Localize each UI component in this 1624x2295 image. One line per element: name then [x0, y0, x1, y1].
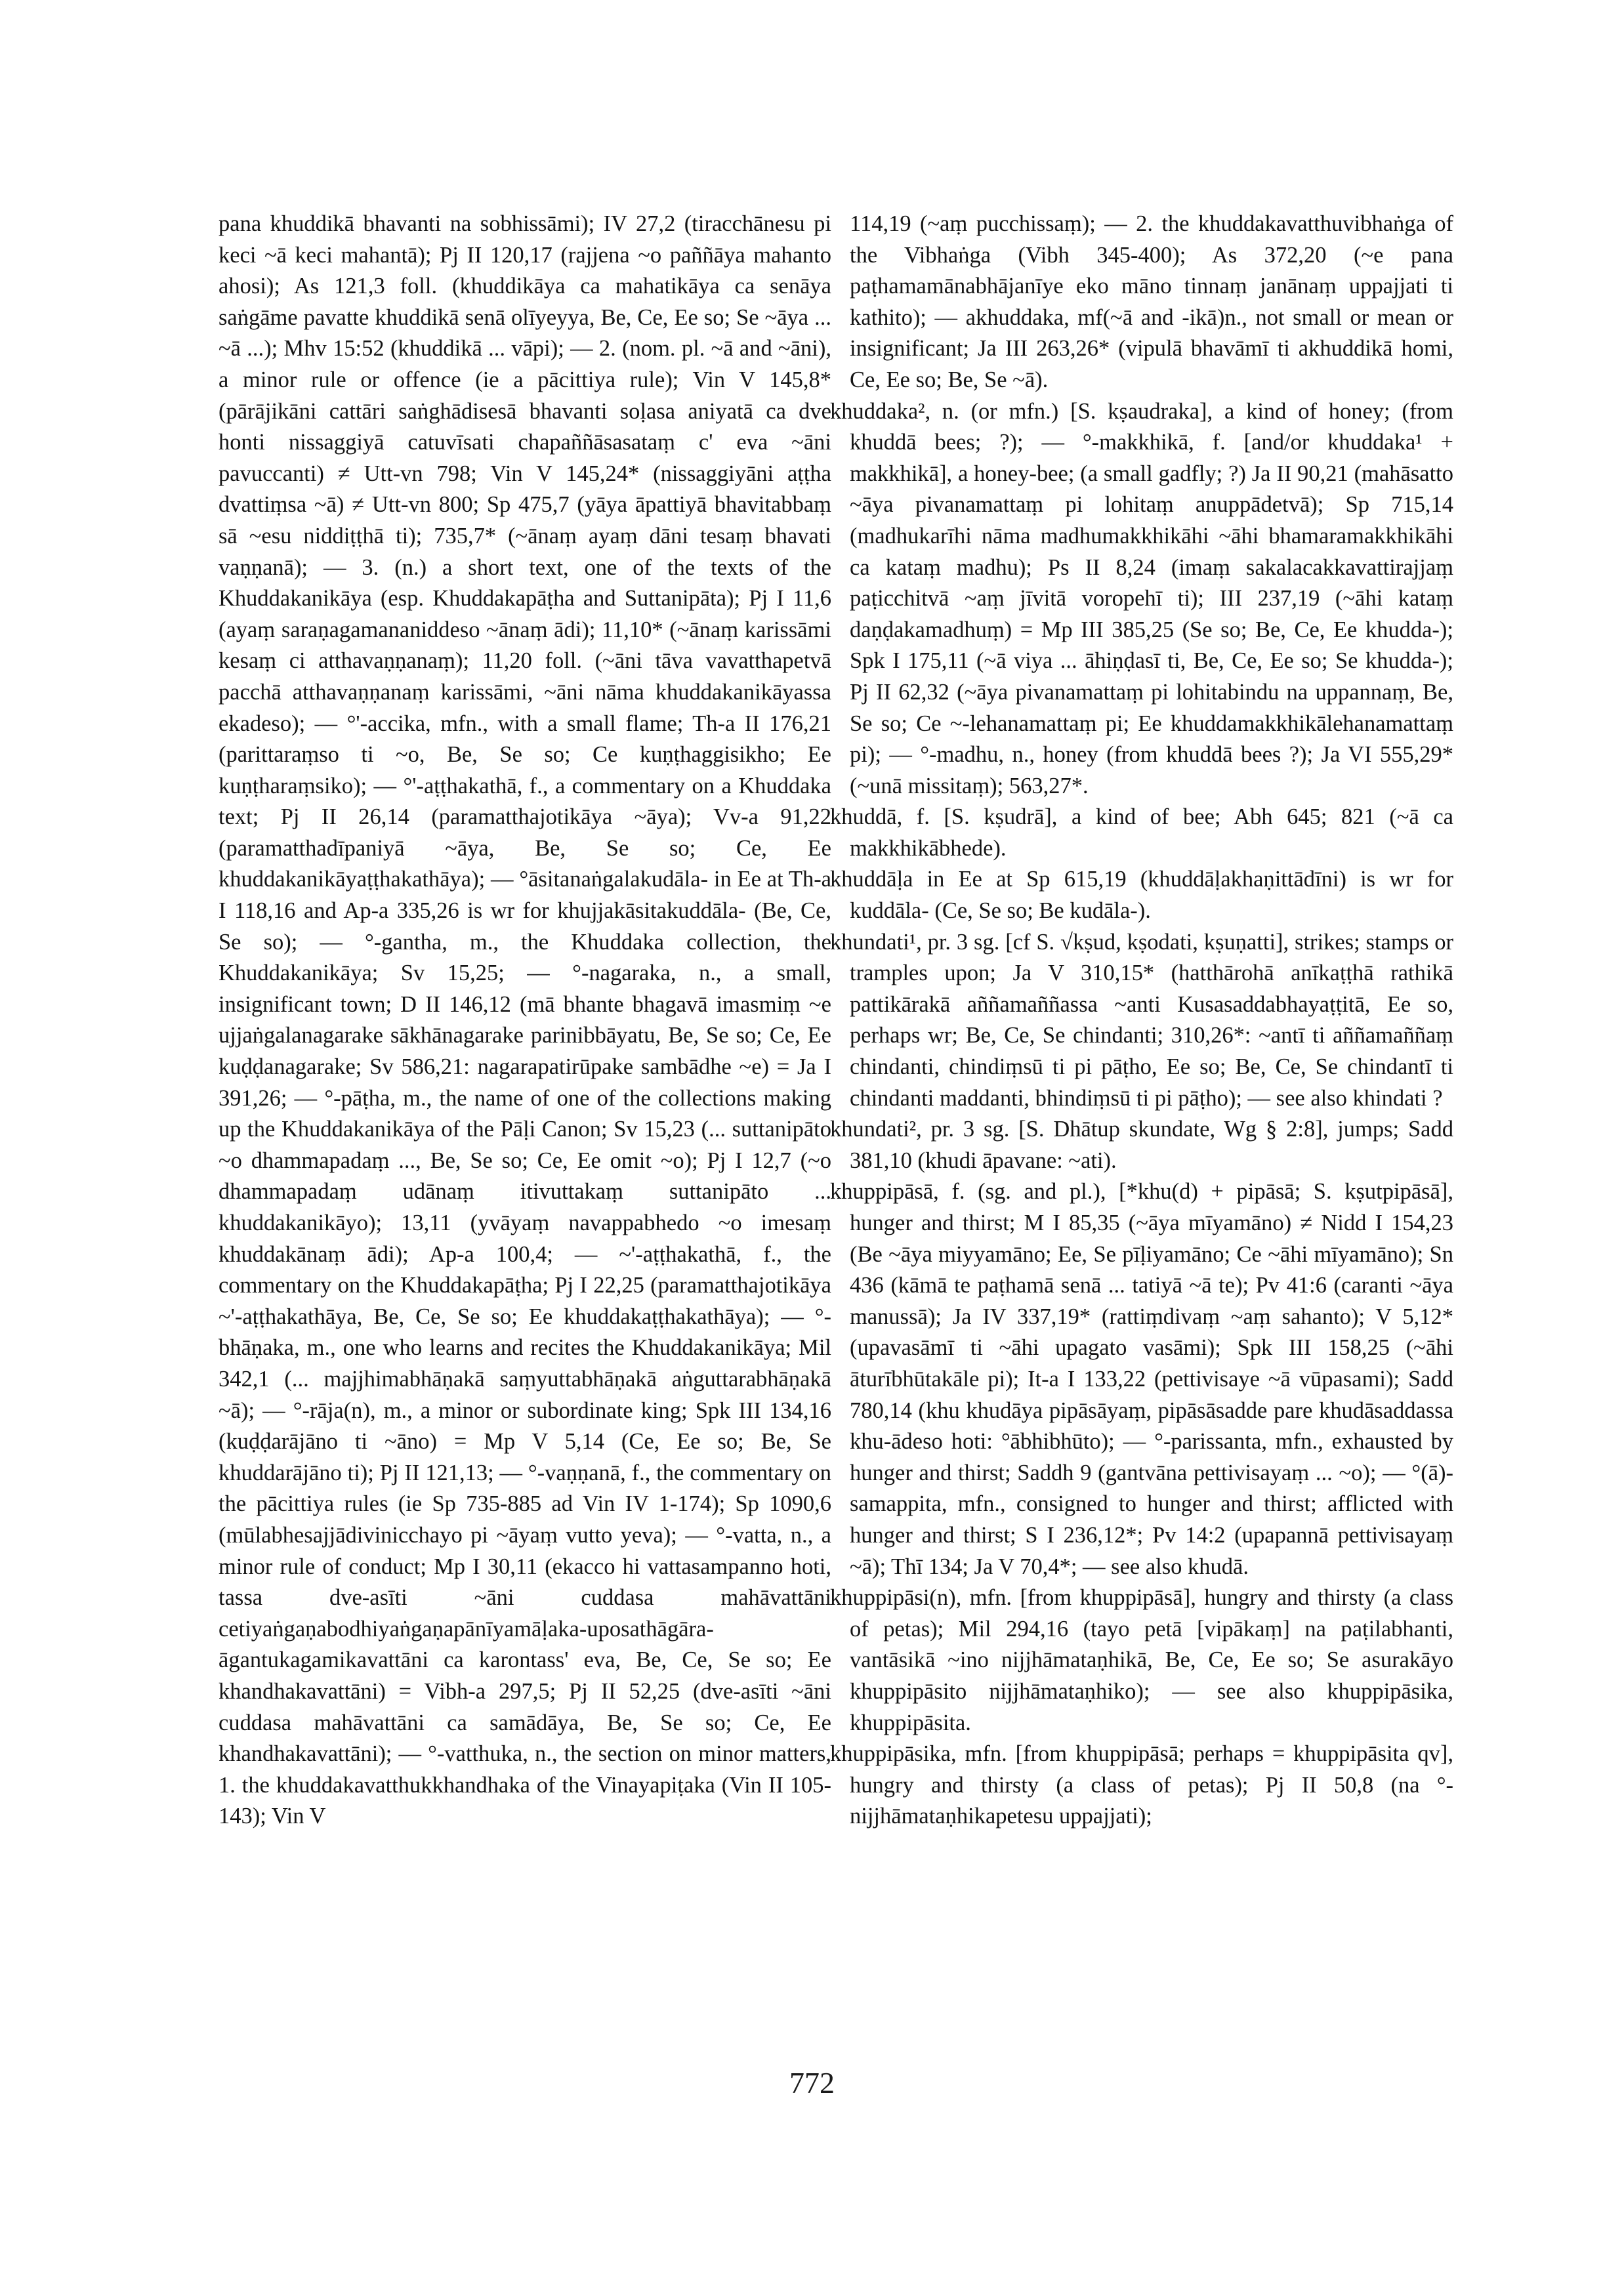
entry-khundati-2: khundati², pr. 3 sg. [S. Dhātup skundate, Wg § 2:8], jumps; Sadd 381,10 (khudi āpavane: ~ati).: [830, 1117, 1453, 1173]
entry-continuation: 114,19 (~aṃ pucchissaṃ); — 2. the khuddakavatthuvibhaṅga of the Vibhaṅga (Vibh 345-400); As 372,20 (~e pana paṭhamamānabhājanīye eko māno tinnaṃ janānaṃ uppajjati ti kathito); — akhuddaka, mf(~ā and -ikā)n., not small or mean or insignificant; Ja III 263,26* (vipulā bhavāmī ti akhuddikā homi, Ce, Ee so; Be, Se ~ā).: [850, 211, 1453, 392]
right-column: [830, 209, 1453, 1832]
page-number: 772: [789, 2066, 835, 2099]
entry-khundati-1: khundati¹, pr. 3 sg. [cf S. √kṣud, kṣodati, kṣuṇatti], strikes; stamps or tramples upon; Ja V 310,15* (hatthārohā anīkaṭṭhā rathikā pattikārakā aññamaññassa ~anti Kusasaddabhayaṭṭitā, Ee so, perhaps wr; Be, Ce, Se chindanti; 310,26*: ~antī ti aññamaññaṃ chindanti, chindiṃsū ti pi pāṭho, Ee so; Be, Ce, Se chindantī ti chindanti maddanti, bhindiṃsū ti pi pāṭho); — see also khindati ?: [830, 929, 1453, 1111]
left-column: [219, 209, 831, 1832]
entry-khuddaka-2: khuddaka², n. (or mfn.) [S. kṣaudraka], a kind of honey; (from khuddā bees; ?); — °-makkhikā, f. [and/or khuddaka¹ + makkhikā], a honey-bee; (a small gadfly; ?) Ja II 90,21 (mahāsatto ~āya pivanamattaṃ pi lohitaṃ anuppādetvā); Sp 715,14 (madhukarīhi nāma madhumakkhikāhi ~āhi bhamaramakkhikāhi ca kataṃ madhu); Ps II 8,24 (imaṃ sakalacakkavattirajjaṃ paṭicchitvā ~aṃ jīvitā voropehī ti); III 237,19 (~āhi kataṃ daṇḍakamadhuṃ) = Mp III 385,25 (Se so; Be, Ce, Ee khudda-); Spk I 175,11 (~ā viya ... āhiṇḍasī ti, Be, Ce, Ee so; Se khudda-); Pj II 62,32 (~āya pivanamattaṃ pi lohitabindu na uppannaṃ, Be, Se so; Ce ~-lehanamattaṃ pi; Ee khuddamakkhikālehanamattaṃ pi); — °-madhu, n., honey (from khuddā bees ?); Ja VI 555,29* (~unā missitaṃ); 563,27*.: [830, 398, 1453, 798]
entry-khuppipasika: khuppipāsika, mfn. [from khuppipāsā; perhaps = khuppipāsita qv], hungry and thirsty (a class of petas); Pj II 50,8 (na °-nijjhāmataṇhikapetesu uppajjati);: [830, 1741, 1453, 1829]
entry-khuddala: khuddāḷa in Ee at Sp 615,19 (khuddāḷakhaṇittādīni) is wr for kuddāla- (Ce, Se so; Be kudāla-).: [830, 867, 1453, 924]
left-column-text: pana khuddikā bhavanti na sobhissāmi); IV 27,2 (tiracchānesu pi keci ~ā keci mahantā); Pj II 120,17 (rajjena ~o paññāya mahanto ahosi); As 121,3 foll. (khuddikāya ca mahatikāya ca senāya saṅgāme pavatte khuddikā senā olīyeyya, Be, Ce, Ee so; Se ~āya ... ~ā ...); Mhv 15:52 (khuddikā ... vāpi); — 2. (nom. pl. ~ā and ~āni), a minor rule or offence (ie a pācittiya rule); Vin V 145,8* (pārājikāni cattāri saṅghādisesā bhavanti soḷasa aniyatā ca dve honti nissaggiyā catuvīsati chapaññāsasataṃ c' eva ~āni pavuccanti) ≠ Utt-vn 798; Vin V 145,24* (nissaggiyāni aṭṭha dvattiṃsa ~ā) ≠ Utt-vn 800; Sp 475,7 (yāya āpattiyā bhavitabbaṃ sā ~esu niddiṭṭhā ti); 735,7* (~ānaṃ ayaṃ dāni tesaṃ bhavati vaṇṇanā); — 3. (n.) a short text, one of the texts of the Khuddakanikāya (esp. Khuddakapāṭha and Suttanipāta); Pj I 11,6 (ayaṃ saraṇagamananiddeso ~ānaṃ ādi); 11,10* (~ānaṃ karissāmi kesaṃ ci atthavaṇṇanaṃ); 11,20 foll. (~āni tāva vavatthapetvā pacchā atthavaṇṇanaṃ karissāmi, ~āni nāma khuddakanikāyassa ekadeso); — °'-accika, mfn., with a small flame; Th-a II 176,21 (parittaraṃso ti ~o, Be, Se so; Ce kuṇṭhaggisikho; Ee kuṇṭharaṃsiko); — °'-aṭṭhakathā, f., a commentary on a Khuddaka text; Pj II 26,14 (paramatthajotikāya ~āya); Vv-a 91,22 (paramatthadīpaniyā ~āya, Be, Se so; Ce, Ee khuddakanikāyaṭṭhakathāya); — °āsitanaṅgalakudāla- in Ee at Th-a I 118,16 and Ap-a 335,26 is wr for khujjakāsitakuddāla- (Be, Ce, Se so); — °-gantha, m., the Khuddaka collection, the Khuddakanikāya; Sv 15,25; — °-nagaraka, n., a small, insignificant town; D II 146,12 (mā bhante bhagavā imasmiṃ ~e ujjaṅgalanagarake sākhānagarake parinibbāyatu, Be, Se so; Ce, Ee kuḍḍanagarake; Sv 586,21: nagarapatirūpake sambādhe ~e) = Ja I 391,26; — °-pāṭha, m., the name of one of the collections making up the Khuddakanikāya of the Pāḷi Canon; Sv 15,23 (... suttanipāto ~o dhammapadaṃ ..., Be, Se so; Ce, Ee omit ~o); Pj I 12,7 (~o dhammapadaṃ udānaṃ itivuttakaṃ suttanipāto ... khuddakanikāyo); 13,11 (yvāyaṃ navappabhedo ~o imesaṃ khuddakānaṃ ādi); Ap-a 100,4; — ~'-aṭṭhakathā, f., the commentary on the Khuddakapāṭha; Pj I 22,25 (paramatthajotikāya ~'-aṭṭhakathāya, Be, Ce, Se so; Ee khuddakaṭṭhakathāya); — °-bhāṇaka, m., one who learns and recites the Khuddakanikāya; Mil 342,1 (... majjhimabhāṇakā saṃyuttabhāṇakā aṅguttarabhāṇakā ~ā); — °-rāja(n), m., a minor or subordinate king; Spk III 134,16 (kuḍḍarājāno ti ~āno) = Mp V 5,14 (Ce, Ee so; Be, Se khuddarājāno ti); Pj II 121,13; — °-vaṇṇanā, f., the commentary on the pācittiya rules (ie Sp 735-885 ad Vin IV 1-174); Sp 1090,6 (mūlabhesajjādivinicchayo pi ~āyaṃ vutto yeva); — °-vatta, n., a minor rule of conduct; Mp I 30,11 (ekacco hi vattasampanno hoti, tassa dve-asīti ~āni cuddasa mahāvattāni cetiyaṅgaṇabodhiyaṅgaṇapānīyamāḷaka-uposathāgāra-āgantukagamikavattāni ca karontass' eva, Be, Ce, Se so; Ee khandhakavattāni) = Vibh-a 297,5; Pj II 52,25 (dve-asīti ~āni cuddasa mahāvattāni ca samādāya, Be, Se so; Ce, Ee khandhakavattāni); — °-vatthuka, n., the section on minor matters, 1. the khuddakavatthukkhandhaka of the Vinayapiṭaka (Vin II 105-143); Vin V: [219, 211, 831, 1829]
entry-khuppipasin: khuppipāsi(n), mfn. [from khuppipāsā], hungry and thirsty (a class of petas); Mil 294,16 (tayo petā [vipākaṃ] na paṭilabhanti, vantāsikā ~ino nijjhāmataṇhikā, Be, Ce, Ee so; Se asurakāyo khuppipāsito nijjhāmataṇhiko); — see also khuppipāsika, khuppipāsita.: [830, 1585, 1453, 1735]
entry-khudda: khuddā, f. [S. kṣudrā], a kind of bee; Abh 645; 821 (~ā ca makkhikābhede).: [830, 804, 1453, 861]
entry-khuppipasa: khuppipāsā, f. (sg. and pl.), [*khu(d) + pipāsā; S. kṣutpipāsā], hunger and thirst; M I 85,35 (~āya mīyamāno) ≠ Nidd I 154,23 (Be ~āya miyyamāno; Ee, Se pīḷiyamāno; Ce ~āhi mīyamāno); Sn 436 (kāmā te paṭhamā senā ... tatiyā ~ā te); Pv 41:6 (caranti ~āya manussā); Ja IV 337,19* (rattiṃdivaṃ ~aṃ sahanto); V 5,12* (upavasāmī ti ~āhi upagato vasāmi); Spk III 158,25 (~āhi āturībhūtakāle pi); It-a I 133,22 (pettivisaye ~ā vūpasami); Sadd 780,14 (khu khudāya pipāsāyaṃ, pipāsāsadde pare khudāsaddassa khu-ādeso hoti: °ābhibhūto); — °-parissanta, mfn., exhausted by hunger and thirst; Saddh 9 (gantvāna pettivisayaṃ ... ~o); — °(ā)-samappita, mfn., consigned to hunger and thirst; afflicted with hunger and thirst; S I 236,12*; Pv 14:2 (upapannā pettivisayaṃ ~ā); Thī 134; Ja V 70,4*; — see also khudā.: [830, 1179, 1453, 1579]
